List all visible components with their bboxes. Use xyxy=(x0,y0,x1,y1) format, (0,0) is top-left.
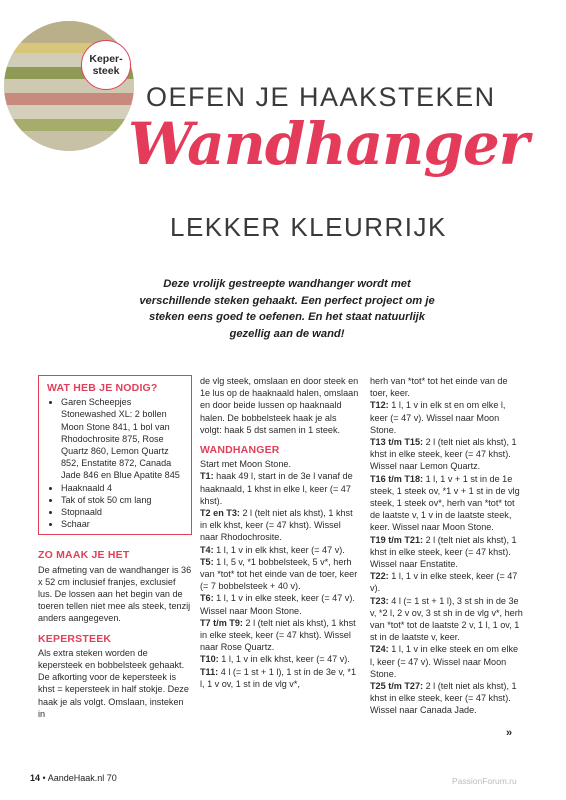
page-subtitle: LEKKER KLEURRIJK xyxy=(170,212,447,242)
row-text: 1 l, 1 v in elke steek, keer (= 47 v). Wissel naar Moon Stone. xyxy=(200,593,355,616)
row-label: T7 t/m T9: xyxy=(200,617,243,628)
row-label: T25 t/m T27: xyxy=(370,681,424,692)
kicker: OEFEN JE HAAKSTEKEN xyxy=(146,82,496,112)
row-label: T16 t/m T18: xyxy=(370,473,424,484)
pattern-row xyxy=(370,570,525,594)
footer xyxy=(30,773,117,783)
row-text: haak 49 l, start in de 3e l vanaf de haaknaald, 1 khst in elke l, keer (= 47 khst). xyxy=(200,471,353,506)
pattern-row xyxy=(370,680,525,717)
row-text: 1 l, 1 v in elke steek, keer (= 47 v). xyxy=(370,571,518,594)
column-3 xyxy=(370,375,525,717)
col3-continued-text: herh van *tot* tot het einde van de toer, keer. xyxy=(370,376,508,399)
list-item: • Tak of stok 50 cm lang xyxy=(61,494,183,506)
row-text: 2 l (telt niet als khst), 1 khst in elke steek, keer (= 47 khst). Wissel naar Canada Jade. xyxy=(370,681,517,716)
pattern-row xyxy=(200,592,360,616)
materials-box xyxy=(38,375,192,535)
materials-heading: WAT HEB JE NODIG? xyxy=(47,382,158,394)
pattern-row xyxy=(200,617,360,654)
footer-separator: • xyxy=(42,773,46,783)
row-text: 1 l, 5 v, *1 bobbelsteek, 5 v*, herh van *tot* tot het einde van de toer, keer (= 7 bobbelsteek + 40 v). xyxy=(200,556,358,592)
row-text: 1 l, 1 v in elke steek en om elke l, keer (= 47 v). Wissel naar Moon Stone. xyxy=(370,644,519,679)
row-label: T2 en T3: xyxy=(200,508,240,519)
pattern-row xyxy=(370,534,525,571)
row-label: T6: xyxy=(200,593,214,604)
pattern-row xyxy=(370,473,525,534)
page-number: 14 xyxy=(30,773,41,783)
list-item: • Stopnaald xyxy=(61,506,183,518)
row-text: 4 l (= 1 st + 1 l), 3 st sh in de 3e v, *2 l, 2 v ov, 3 st sh in de vlg v*, herh van *tot* tot de laatste 2 v, 1 l, 1 ov, 1 st in de laatste v, keer. xyxy=(370,595,523,643)
magazine-name: AandeHaak.nl 70 xyxy=(47,773,117,783)
pattern-row xyxy=(370,595,525,644)
row-label: T12: xyxy=(370,400,389,411)
pattern-row xyxy=(370,399,525,436)
start-text: Start met Moon Stone. xyxy=(200,459,291,470)
row-text: 1 l, 1 v in elk khst, keer (= 47 v). xyxy=(213,544,345,555)
row-label: T13 t/m T15: xyxy=(370,437,424,448)
row-label: T19 t/m T21: xyxy=(370,534,424,545)
pattern-row xyxy=(200,507,360,544)
intro-text: Deze vrolijk gestreepte wandhanger wordt met verschillende steken gehaakt. Een perfect project om je steken eens goed te oefenen. En het staat natuurlijk gezellig aan de wand! xyxy=(139,278,435,340)
watermark: PassionForum.ru xyxy=(452,776,517,786)
row-label: T1: xyxy=(200,471,214,482)
row-label: T22: xyxy=(370,571,389,582)
col2-continued-text: de vlg steek, omslaan en door steek en 1e lus op de haaknaald halen, omslaan en door beide lussen op haaknaald halen. De bobbelsteek haak je als volgt: haak 5 dst samen in 1 steek. xyxy=(200,376,359,435)
how-heading: ZO MAAK JE HET xyxy=(38,549,130,562)
row-text: 2 l (telt niet als khst), 1 khst in elke steek, keer (= 47 khst). Wissel naar Lemon Quartz. xyxy=(370,437,517,472)
badge-kepersteek xyxy=(81,40,131,90)
pattern-row xyxy=(200,653,360,665)
pattern-row xyxy=(200,556,360,593)
row-text: 4 l (= 1 st + 1 l), 1 st in de 3e v, *1 l, 1 v ov, 1 st in de vlg v*, xyxy=(200,666,357,689)
row-text: 2 l (telt niet als khst), 1 khst in elke steek, keer (= 47 khst). Wissel naar Rose Quartz. xyxy=(200,617,356,653)
page-title: Wandhanger xyxy=(128,110,529,178)
row-label: T4: xyxy=(200,544,214,555)
pattern-row xyxy=(200,666,360,690)
keper-text: Als extra steken worden de kepersteek en bobbelsteek gehaakt. De afkorting voor de kepersteek is khst = kepersteek in half stokje. Deze haak je als volgt. Omslaan, insteken in xyxy=(38,647,189,719)
column-1 xyxy=(38,375,192,720)
pattern-row xyxy=(200,544,360,556)
row-text: 2 l (telt niet als khst), 1 khst in elk khst, keer (= 47 khst). Wissel naar Rhodochrosite. xyxy=(200,508,353,543)
row-text: 1 l, 1 v in elk st en om elke l, keer (= 47 v). Wissel naar Moon Stone. xyxy=(370,400,506,435)
row-text: 1 l, 1 v in elk khst, keer (= 47 v). xyxy=(218,654,350,665)
row-label: T11: xyxy=(200,666,219,677)
row-label: T24: xyxy=(370,644,389,655)
row-text: 1 l, 1 v + 1 st in de 1e steek, 1 steek ov, *1 v + 1 st in de vlg steek, 1 steek ov*, herh van *tot* tot de laatste v, 1 v in de laatste steek, keer. Wissel naar Moon Stone. xyxy=(370,473,520,533)
row-label: T10: xyxy=(200,654,219,665)
materials-list xyxy=(47,396,183,530)
row-label: T5: xyxy=(200,556,214,567)
pattern-row xyxy=(200,470,360,507)
column-2 xyxy=(200,375,360,690)
list-item: • Schaar xyxy=(61,518,183,530)
wandhanger-heading: WANDHANGER xyxy=(200,444,280,457)
row-text: 2 l (telt niet als khst), 1 khst in elke steek, keer (= 47 khst). Wissel naar Enstatite. xyxy=(370,534,517,570)
keper-heading: KEPERSTEEK xyxy=(38,632,112,645)
list-item: • Garen Scheepjes Stonewashed XL: 2 bollen Moon Stone 841, 1 bol van Rhodochrosite 875, Rose Quartz 860, Lemon Quartz 852, Enstatite 872, Canada Jade 846 en Blue Apatite 845 xyxy=(61,396,183,481)
row-label: T23: xyxy=(370,595,389,606)
continue-arrow-icon: » xyxy=(506,727,513,739)
pattern-row xyxy=(370,436,525,473)
badge-label: Keper- steek xyxy=(89,53,123,77)
pattern-row xyxy=(370,643,525,680)
how-text: De afmeting van de wandhanger is 36 x 52 cm inclusief franjes, exclusief lus. De lossen aan het begin van de toeren tellen niet mee als steek, tenzij anders aangegeven. xyxy=(38,564,192,624)
list-item: • Haaknaald 4 xyxy=(61,482,183,494)
